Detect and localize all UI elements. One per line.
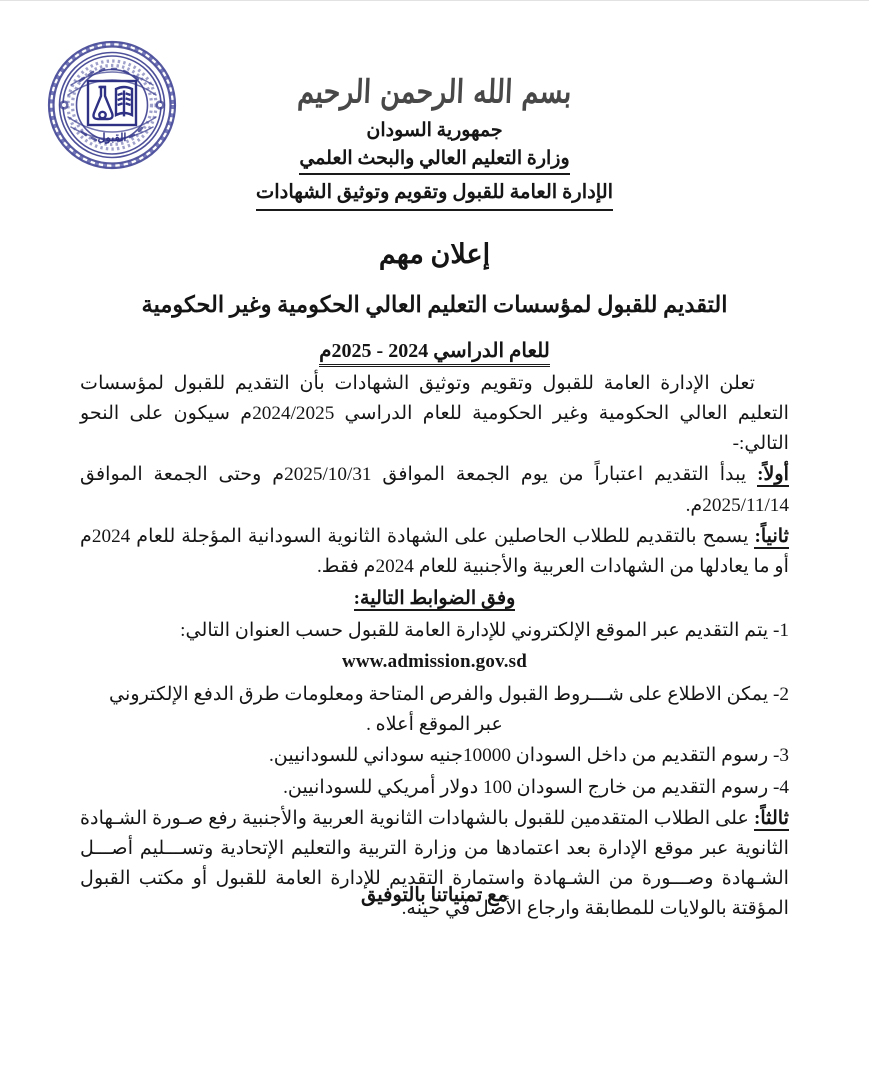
clause-first-text: يبدأ التقديم اعتباراً من يوم الجمعة الموافق 2025/10/31م وحتى الجمعة الموافق 2025/11/14م. bbox=[80, 464, 789, 516]
list-item bbox=[80, 773, 789, 803]
rule-2-text-tail: عبر الموقع أعلاه . bbox=[366, 714, 503, 736]
title-block bbox=[0, 239, 869, 367]
academic-year-wrap bbox=[0, 338, 869, 367]
clause-first-label: أولاً: bbox=[757, 464, 789, 486]
rules-heading-text: وفق الضوابط التالية: bbox=[353, 587, 516, 609]
ministry-line bbox=[0, 145, 869, 180]
admission-website-url[interactable]: www.admission.gov.sd bbox=[341, 651, 528, 673]
rule-2-text: يمكن الاطلاع على شـــروط القبول والفرص المتاحة ومعلومات طرق الدفع الإلكتروني bbox=[109, 684, 774, 706]
announcement-body bbox=[80, 369, 789, 925]
list-item bbox=[80, 680, 789, 740]
clause-third-label: ثالثاً: bbox=[753, 807, 789, 829]
rule-3-text: رسوم التقديم من داخل السودان 10000جنيه سوداني للسودانيين. bbox=[268, 745, 774, 767]
country-name: جمهورية السودان bbox=[366, 120, 503, 142]
rules-heading bbox=[80, 584, 789, 614]
closing-wishes: مع تمنياتنا بالتوفيق bbox=[361, 885, 508, 906]
announcement-subject: التقديم للقبول لمؤسسات التعليم العالي الحكومية وغير الحكومية bbox=[141, 292, 728, 317]
rule-1-text: يتم التقديم عبر الموقع الإلكتروني للإدارة العامة للقبول حسب العنوان التالي: bbox=[180, 620, 774, 642]
rules-list bbox=[80, 616, 789, 803]
rule-2-number: 2- bbox=[773, 684, 789, 706]
ministry-name: وزارة التعليم العالي والبحث العلمي bbox=[299, 145, 569, 176]
rule-3-number: 3- bbox=[773, 745, 789, 767]
clause-third-text: على الطلاب المتقدمين للقبول بالشهادات الثانوية العربية والأجنبية رفع صـورة الشـهادة الثانوية عبر موقع الإدارة بعد اعتمادها من وزارة التربية والتعليم الإتحادية وتســـليم أصـــل الشـهادة وصـــورة من الشـهادة واستمارة التقديم للإدارة العامة للقبول أو مكتب القبول المؤقتة بالولايات للمطابقة وارجاع الأصل في حينه. bbox=[80, 807, 789, 920]
department-line bbox=[0, 179, 869, 214]
basmala-calligraphy: بسم الله الرحمن الرحيم bbox=[296, 74, 573, 111]
seal-caption: القبول bbox=[97, 132, 127, 144]
document-header bbox=[0, 74, 869, 215]
academic-year: للعام الدراسي 2024 - 2025م bbox=[319, 338, 550, 367]
clause-first bbox=[80, 460, 789, 520]
clause-second-text: يسمح بالتقديم للطلاب الحاصلين على الشهادة الثانوية السودانية المؤجلة للعام 2024م أو ما يعادلها من الشهادات العربية والأجنبية للعام 2024م فقط. bbox=[80, 525, 789, 577]
list-item bbox=[80, 616, 789, 677]
rule-1-number: 1- bbox=[773, 620, 789, 642]
country-line bbox=[0, 117, 869, 145]
clause-second-label: ثانياً: bbox=[754, 525, 789, 547]
intro-paragraph: تعلن الإدارة العامة للقبول وتقويم وتوثيق الشهادات بأن التقديم للقبول لمؤسسات التعليم العالي الحكومية وغير الحكومية للعام الدراسي 2024/2025م سيكون على النحو التالي:- bbox=[80, 373, 790, 455]
list-item bbox=[80, 741, 789, 771]
clause-second bbox=[80, 522, 789, 582]
rule-4-number: 4- bbox=[773, 776, 789, 798]
announcement-title: إعلان مهم bbox=[378, 239, 491, 269]
department-name: الإدارة العامة للقبول وتقويم وتوثيق الشهادات bbox=[256, 179, 613, 210]
rule-4-text: رسوم التقديم من خارج السودان 100 دولار أمريكي للسودانيين. bbox=[283, 776, 774, 798]
